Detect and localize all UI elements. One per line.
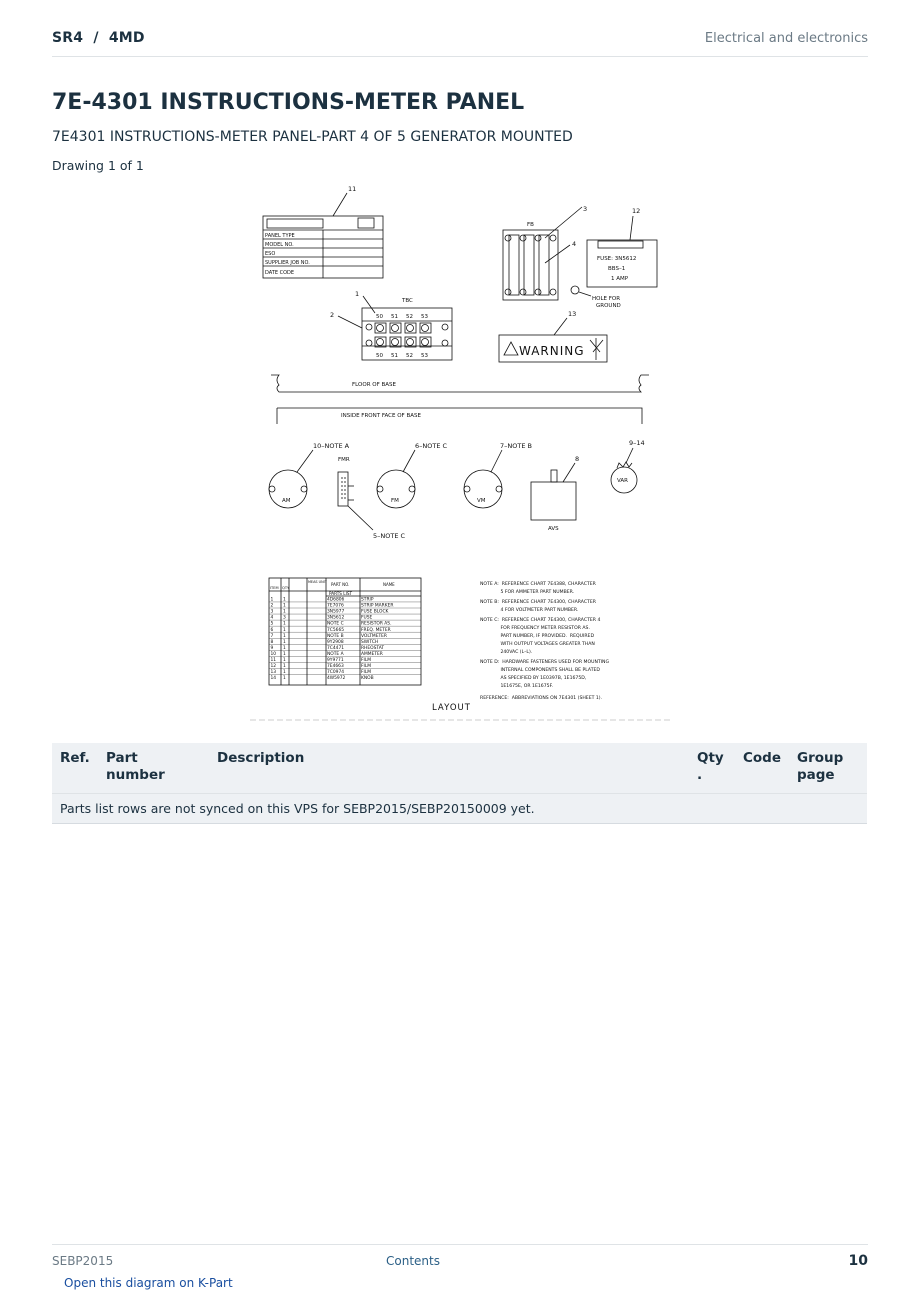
warning-film (499, 310, 607, 362)
fb-label: FB (527, 222, 534, 228)
tbc-label: TBC (402, 298, 413, 304)
parts-list-cell: 7 (270, 633, 274, 639)
callout-5: 5–NOTE C (373, 532, 406, 540)
open-kpart-link[interactable]: Open this diagram on K-Part (64, 1276, 233, 1290)
base-outline (271, 375, 649, 424)
note-line: REFERENCE: ABBREVIATIONS ON 7E4301 (SHEET 1). (480, 696, 603, 701)
parts-list-cell: SWITCH (361, 639, 379, 645)
parts-list-cell: 7C5665 (327, 627, 345, 633)
parts-list-cell: STRIP MARKER (361, 603, 394, 609)
hole-for-ground-1: HOLE FOR (592, 296, 621, 302)
callout-9: 9–14 (629, 439, 645, 447)
note-line: WITH OUTPUT VOLTAGES GREATER THAN (480, 642, 595, 647)
callout-12: 12 (632, 207, 641, 215)
parts-list-cell: 14 (270, 676, 277, 682)
parts-list-cell: FUSE (361, 615, 373, 621)
meter-fm-label: FM (391, 498, 399, 504)
fuse-plate-line-2: BBS–1 (608, 266, 626, 272)
label-row-5: DATE CODE (265, 270, 295, 276)
parts-list-cell: 4D6806 (327, 597, 345, 603)
callout-10: 10–NOTE A (313, 442, 350, 450)
parts-list-cell: AMMETER (361, 651, 383, 657)
parts-list-cell: 12 (270, 664, 277, 670)
table-row (52, 794, 867, 824)
parts-list-cell: 4 (270, 615, 274, 621)
parts-list-cell: 3 (270, 609, 274, 615)
breadcrumb[interactable]: SR4 / 4MD (52, 30, 145, 46)
col-ref[interactable]: Ref. (52, 743, 98, 794)
page-header (52, 28, 868, 57)
parts-list-cell: NOTE B (327, 633, 344, 639)
parts-list-cell: 7C0974 (327, 670, 345, 676)
parts-list-cell: KNOB (361, 676, 374, 682)
parts-list-header-item: ITEM (270, 586, 279, 590)
parts-list-cell: 7E4663 (327, 664, 344, 670)
drawing-notes (480, 581, 609, 701)
warning-text: WARNING (519, 344, 585, 358)
parts-list-cell: 9Y9771 (327, 658, 344, 663)
parts-list-cell: FUSE BLOCK (361, 609, 389, 615)
parts-list-cell: 1 (283, 627, 286, 633)
parts-list-cell: 1 (283, 670, 286, 676)
parts-list-cell: 1 (283, 664, 286, 670)
terminal-top-50: 50 (376, 314, 383, 320)
label-row-1: PANEL TYPE (265, 233, 295, 239)
note-line: PART NUMBER, IF PROVIDED. REQUIRED (480, 634, 594, 639)
parts-list-header-unit: MEAS UNIT (308, 580, 327, 584)
callout-7: 7–NOTE B (500, 442, 532, 450)
technical-drawing[interactable] (245, 180, 675, 725)
callout-1: 1 (355, 290, 360, 298)
col-qty[interactable]: Qty . (689, 743, 735, 794)
note-line: 4 FOR VOLTMETER PART NUMBER. (480, 608, 579, 613)
callout-8: 8 (575, 455, 580, 463)
terminal-bottom-53: 53 (421, 353, 428, 359)
page-title: 7E-4301 INSTRUCTIONS-METER PANEL (52, 90, 525, 115)
parts-list-cell: RHEOSTAT (361, 645, 385, 651)
callout-6: 6–NOTE C (415, 442, 448, 450)
parts-list-cell: 1 (283, 645, 286, 651)
page-footer (52, 1244, 868, 1275)
terminal-top-53: 53 (421, 314, 428, 320)
parts-list-header-qty: QTY (282, 586, 290, 590)
note-line: 1E1675E, OR 1E1675F. (480, 684, 553, 689)
floor-of-base: FLOOR OF BASE (352, 382, 397, 388)
section-name: Electrical and electronics (704, 31, 868, 46)
parts-list-cell: 3 (283, 615, 286, 621)
drawing-count: Drawing 1 of 1 (52, 158, 144, 173)
note-line: FOR FREQUENCY METER RESISTOR AS. (480, 626, 590, 631)
parts-list-cell: 10 (270, 651, 277, 657)
parts-list-cell: 1 (283, 621, 286, 627)
parts-list-cell: 1 (270, 597, 274, 603)
parts-list-cell: 1 (283, 633, 286, 639)
col-description[interactable]: Description (209, 743, 689, 794)
parts-list-cell: 3N5977 (327, 609, 345, 615)
callout-3: 3 (583, 205, 588, 213)
parts-list-cell: 7E7076 (327, 603, 344, 609)
note-line: 240VAC (L–L). (480, 650, 533, 655)
fuse-plate-line-3: 1 AMP (611, 276, 629, 282)
label-row-3: ESO (265, 251, 276, 257)
inside-front-face: INSIDE FRONT FACE OF BASE (341, 413, 421, 419)
parts-list-cell: 13 (270, 670, 277, 676)
note-line: NOTE A: REFERENCE CHART 7E4388, CHARACTER (480, 582, 596, 587)
parts-list-cell: 4W5972 (327, 676, 346, 682)
parts-list-cell: 1 (283, 658, 286, 663)
parts-list-cell: 3N5612 (327, 615, 345, 621)
parts-list-title: PARTS LIST (329, 591, 353, 596)
fuse-plate-film (571, 207, 657, 309)
meter-vm-label: VM (477, 498, 486, 504)
hole-for-ground-2: GROUND (596, 303, 621, 309)
note-line: AS SPECIFIED BY 1E0397B, 1E1675D, (480, 676, 587, 681)
parts-list-cell: RESISTOR AS. (361, 621, 392, 627)
fmr-label: FMR (338, 457, 350, 463)
parts-list-cell: FILM (361, 664, 372, 670)
parts-list-header-partno: PART NO. (331, 582, 350, 587)
panel-label-film (263, 185, 383, 278)
label-row-2: MODEL NO. (265, 242, 294, 248)
layout-label: LAYOUT (432, 703, 471, 713)
parts-list-cell: VOLTMETER (361, 633, 387, 639)
parts-list-cell: 5 (270, 621, 274, 627)
parts-list-header-name: NAME (383, 582, 395, 587)
doc-id: SEBP2015 (52, 1254, 114, 1268)
parts-list-cell: 9 (270, 645, 274, 651)
drawing-parts-list (269, 578, 421, 685)
parts-list-cell: NOTE C (327, 621, 344, 627)
parts-table-header (52, 743, 867, 794)
callout-11: 11 (348, 185, 357, 193)
note-line: 5 FOR AMMETER PART NUMBER. (480, 590, 575, 595)
terminal-top-51: 51 (391, 314, 398, 320)
meter-am-label: AM (282, 498, 291, 504)
label-row-4: SUPPLIER JOB NO. (265, 260, 310, 266)
page-subtitle: 7E4301 INSTRUCTIONS-METER PANEL-PART 4 OF 5 GENERATOR MOUNTED (52, 129, 573, 145)
parts-list-cell: 6 (270, 627, 274, 633)
parts-list-cell: STRIP (361, 597, 374, 603)
parts-list-cell: 11 (270, 658, 277, 663)
terminal-top-52: 52 (406, 314, 413, 320)
parts-table (52, 743, 867, 824)
note-line: INTERNAL COMPONENTS SHALL BE PLATED (480, 668, 600, 673)
note-line: NOTE B: REFERENCE CHART 7E4300, CHARACTER (480, 600, 596, 605)
parts-list-cell: FILM (361, 658, 372, 663)
parts-list-cell: FREQ. METER (361, 627, 391, 633)
parts-list-cell: 2 (270, 603, 274, 609)
col-code[interactable]: Code (735, 743, 789, 794)
parts-list-cell: FILM (361, 670, 372, 676)
callout-4: 4 (572, 240, 577, 248)
callout-2: 2 (330, 311, 335, 319)
terminal-strip (330, 290, 452, 360)
parts-list-cell: 1 (283, 603, 286, 609)
col-group-page[interactable]: Group page (789, 743, 867, 794)
parts-list-cell: 1 (283, 676, 286, 682)
contents-link[interactable]: Contents (386, 1254, 440, 1268)
terminal-bottom-52: 52 (406, 353, 413, 359)
fuse-plate-line-1: FUSE: 3N5612 (597, 256, 637, 262)
parts-list-cell: 1 (283, 597, 286, 603)
terminal-bottom-51: 51 (391, 353, 398, 359)
note-line: NOTE C: REFERENCE CHART 7E4300, CHARACTER 4 (480, 618, 601, 623)
parts-list-cell: 1 (283, 651, 286, 657)
terminal-bottom-50: 50 (376, 353, 383, 359)
parts-list-cell: 7C4471 (327, 645, 345, 651)
parts-list-cell: 8 (270, 639, 274, 645)
sync-message: Parts list rows are not synced on this VPS for SEBP2015/SEBP20150009 yet. (52, 794, 867, 824)
page-number: 10 (848, 1253, 868, 1269)
col-part-number[interactable]: Part number (98, 743, 209, 794)
meter-var-label: VAR (617, 478, 628, 484)
note-line: NOTE D: HARDWARE FASTENERS USED FOR MOUNTING (480, 660, 610, 665)
parts-list-cell: 9Y2908 (327, 639, 344, 645)
callout-13: 13 (568, 310, 577, 318)
meters-row (269, 439, 645, 540)
parts-list-cell: 1 (283, 609, 286, 615)
avs-label: AVS (548, 526, 559, 532)
parts-list-cell: 1 (283, 639, 286, 645)
parts-list-cell: NOTE A (327, 651, 344, 657)
